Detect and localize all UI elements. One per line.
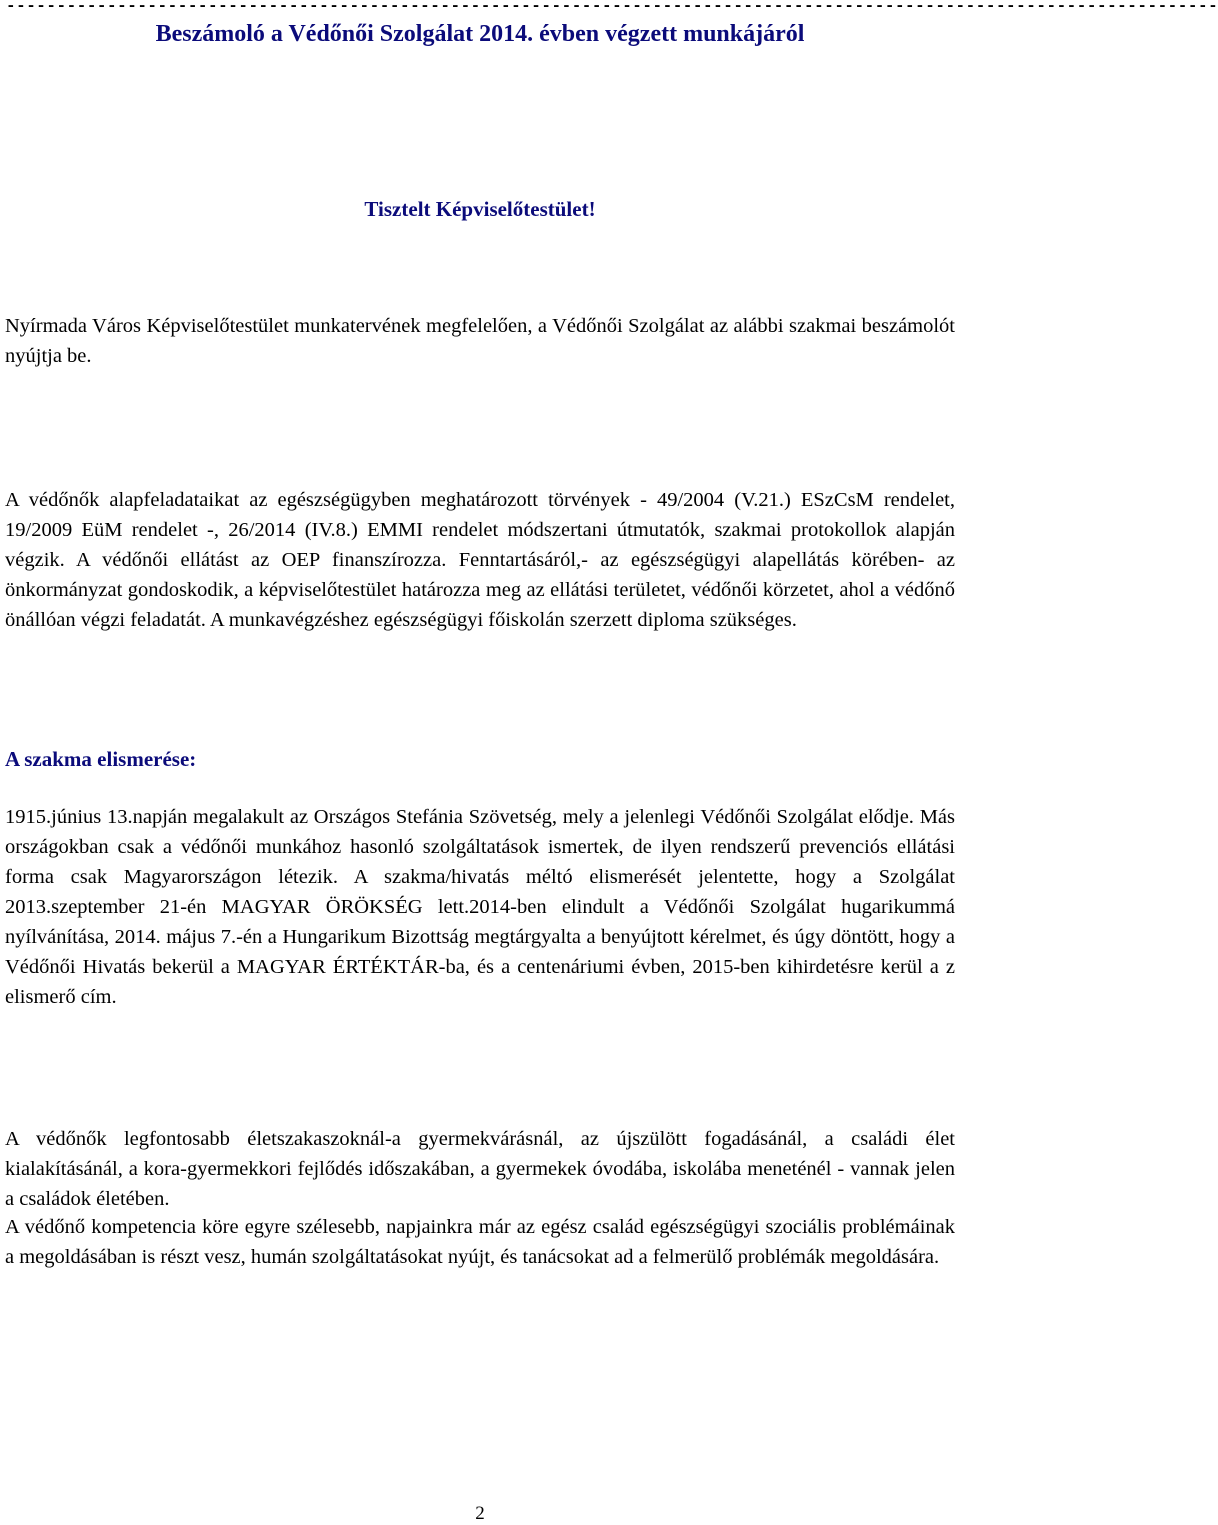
salutation: Tisztelt Képviselőtestület! bbox=[364, 197, 596, 221]
paragraph-competence: A védőnő kompetencia köre egyre szélesebb, napjainkra már az egész család egészségügyi szociális problémáinak a megoldásában is részt vesz, humán szolgáltatásokat nyújt, és tanácsokat ad a felmerülő problémák megoldására. bbox=[5, 1216, 955, 1268]
document-title: Beszámoló a Védőnői Szolgálat 2014. évben végzett munkájáról bbox=[155, 21, 805, 47]
paragraph-legal-basis: A védőnők alapfeladataikat az egészségügyben meghatározott törvények - 49/2004 (V.21.) ESzCsM rendelet, 19/2009 EüM rendelet -, 26/2014 (IV.8.) EMMI rendelet módszertani útmutatók, szakmai protokollok alapján végzik. A védőnői ellátást az OEP finanszírozza. Fenntartásáról,- az egészségügyi alapellátás körében- az önkormányzat gondoskodik, a képviselőtestület határozza meg az ellátási területet, védőnői körzetet, ahol a védőnő önállóan végzi feladatát. A munkavégzéshez egészségügyi főiskolán szerzett diploma szükséges. bbox=[5, 489, 955, 631]
paragraph-intro: Nyírmada Város Képviselőtestület munkatervének megfelelően, a Védőnői Szolgálat az alábbi szakmai beszámolót nyújtja be. bbox=[5, 315, 955, 367]
top-dashed-rule: ------------------------------------------------------------------------------------------------------------------------ bbox=[6, 0, 1218, 15]
page-number: 2 bbox=[475, 1503, 485, 1524]
paragraph-history: 1915.június 13.napján megalakult az Országos Stefánia Szövetség, mely a jelenlegi Védőnői Szolgálat elődje. Más országokban csak a védőnői munkához hasonló szolgáltatások ismertek, de ilyen rendszerű prevenciós ellátási forma csak Magyarországon létezik. A szakma/hivatás méltó elismerését jelentette, hogy a Szolgálat 2013.szeptember 21-én MAGYAR ÖRÖKSÉG lett.2014-ben elindult a Védőnői Szolgálat hugarikummá nyílvánítása, 2014. május 7.-én a Hungarikum Bizottság megtárgyalta a benyújtott kérelmet, és úgy döntött, hogy a Védőnői Hivatás bekerül a MAGYAR ÉRTÉKTÁR-ba, és a centenáriumi évben, 2015-ben kihirdetésre kerül a z elismerő cím. bbox=[5, 806, 955, 1008]
section-heading: A szakma elismerése: bbox=[5, 747, 197, 771]
paragraph-life-stages: A védőnők legfontosabb életszakaszoknál-a gyermekvárásnál, az újszülött fogadásánál, a családi élet kialakításánál, a kora-gyermekkori fejlődés időszakában, a gyermekek óvodába, iskolába meneténél - vannak jelen a családok életében. bbox=[5, 1128, 955, 1210]
